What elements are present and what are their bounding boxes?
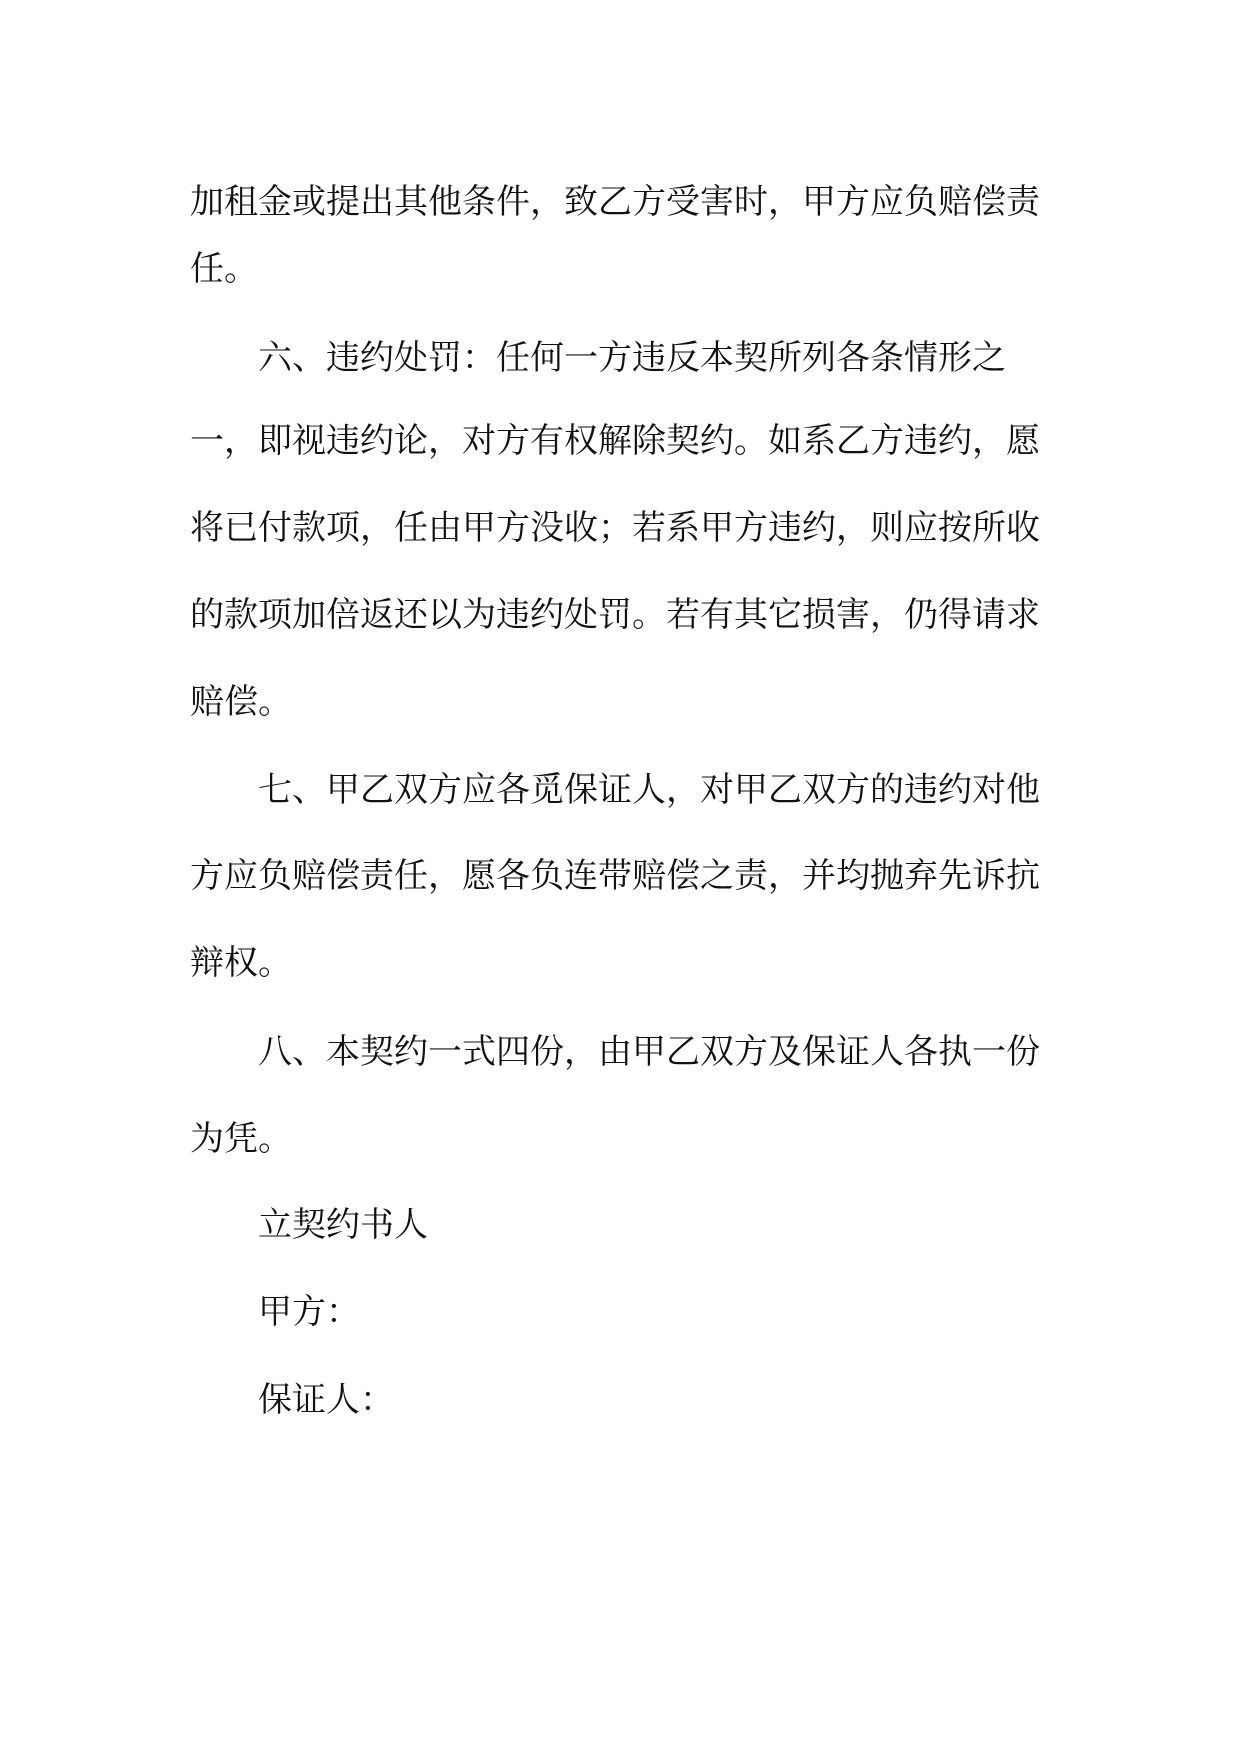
paragraph-five-line-1: 加租金或提出其他条件，致乙方受害时，甲方应负赔偿责 [190, 182, 1040, 222]
paragraph-eight-line-2: 为凭。 [190, 1119, 292, 1159]
paragraph-six-line-3: 将已付款项，任由甲方没收；若系甲方违约，则应按所收 [190, 508, 1040, 548]
guarantor-label: 保证人： [258, 1380, 394, 1420]
paragraph-seven-line-3: 辩权。 [190, 943, 292, 983]
paragraph-seven-line-2: 方应负赔偿责任，愿各负连带赔偿之责，并均抛弃先诉抗 [190, 856, 1040, 896]
paragraph-eight-line-1: 八、本契约一式四份，由甲乙双方及保证人各执一份 [258, 1032, 1040, 1072]
paragraph-seven-line-1: 七、甲乙双方应各觅保证人，对甲乙双方的违约对他 [258, 770, 1040, 810]
party-a-label: 甲方： [258, 1292, 360, 1332]
paragraph-six-line-1: 六、违约处罚：任何一方违反本契所列各条情形之 [258, 338, 1006, 378]
paragraph-six-line-5: 赔偿。 [190, 682, 292, 722]
paragraph-six-line-2: 一，即视违约论，对方有权解除契约。如系乙方违约，愿 [190, 421, 1040, 461]
paragraph-six-line-4: 的款项加倍返还以为违约处罚。若有其它损害，仍得请求 [190, 595, 1040, 635]
paragraph-five-line-2: 任。 [190, 249, 258, 289]
signatory-heading: 立契约书人 [258, 1205, 428, 1245]
